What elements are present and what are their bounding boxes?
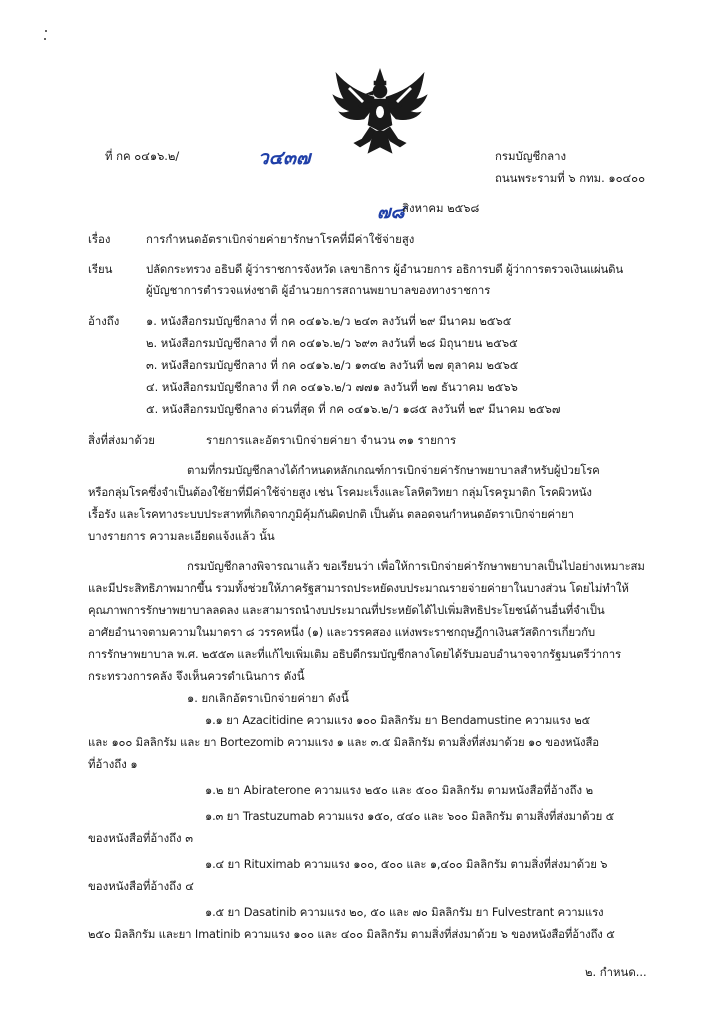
to-label: เรียน — [88, 262, 113, 276]
office-address: ถนนพระรามที่ ๖ กทม. ๑๐๔๐๐ — [495, 171, 646, 185]
item-1-4-line: ของหนังสือที่อ้างถึง ๔ — [88, 879, 194, 893]
garuda-emblem-icon — [330, 67, 430, 159]
enclosure-label: สิ่งที่ส่งมาด้วย — [88, 433, 155, 447]
office-name: กรมบัญชีกลาง — [495, 149, 567, 163]
item-1-3-line: ของหนังสือที่อ้างถึง ๓ — [88, 831, 194, 845]
scan-speck — [44, 38, 46, 40]
page-continuation: ๒. กำหนด... — [585, 965, 647, 979]
paragraph-1-line: ตามที่กรมบัญชีกลางได้กำหนดหลักเกณฑ์การเบิกจ่ายค่ารักษาพยาบาลสำหรับผู้ป่วยโรค — [187, 463, 600, 477]
paragraph-1-line: บางรายการ ความละเอียดแจ้งแล้ว นั้น — [88, 529, 275, 543]
document-ref-prefix: ที่ กค ๐๔๑๖.๒/ — [105, 149, 180, 163]
item-1-1-line: ๑.๑ ยา Azacitidine ความแรง ๑๐๐ มิลลิกรัม ยา Bendamustine ความแรง ๒๕ — [205, 713, 591, 727]
item-1-title: ๑. ยกเลิกอัตราเบิกจ่ายค่ายา ดังนี้ — [187, 691, 349, 705]
paragraph-2-line: อาศัยอำนาจตามความในมาตรา ๘ วรรคหนึ่ง (๑) และวรรคสอง แห่งพระราชกฤษฎีกาเงินสวัสดิการเกี่ยวกับ — [88, 625, 595, 639]
paragraph-2-line: กระทรวงการคลัง จึงเห็นควรดำเนินการ ดังนี้ — [88, 669, 305, 683]
to-line-2: ผู้บัญชาการตำรวจแห่งชาติ ผู้อำนวยการสถานพยาบาลของทางราชการ — [146, 283, 491, 297]
paragraph-1-line: เรื้อรัง และโรคทางระบบประสาทที่เกิดจากภูมิคุ้มกันผิดปกติ เป็นต้น ตลอดจนกำหนดอัตราเบิกจ่ายค่ายา — [88, 507, 574, 521]
item-1-3-line: ๑.๓ ยา Trastuzumab ความแรง ๑๕๐, ๔๔๐ และ ๖๐๐ มิลลิกรัม ตามสิ่งที่ส่งมาด้วย ๕ — [205, 809, 615, 823]
paragraph-2-line: คุณภาพการรักษาพยาบาลลดลง และสามารถนำงบประมาณที่ประหยัดได้ไปเพิ่มสิทธิประโยชน์ด้านอื่นที่จำเป็น — [88, 603, 605, 617]
reference-item: ๒. หนังสือกรมบัญชีกลาง ที่ กค ๐๔๑๖.๒/ว ๖๙๓ ลงวันที่ ๒๘ มิถุนายน ๒๕๖๕ — [146, 336, 518, 350]
paragraph-1-line: หรือกลุ่มโรคซึ่งจำเป็นต้องใช้ยาที่มีค่าใช้จ่ายสูง เช่น โรคมะเร็งและโลหิตวิทยา กลุ่มโรครูมาติก โรคผิวหนัง — [88, 485, 592, 499]
item-1-1-line: และ ๑๐๐ มิลลิกรัม และ ยา Bortezomib ความแรง ๑ และ ๓.๕ มิลลิกรัม ตามสิ่งที่ส่งมาด้วย ๑๐ ของหนังสือ — [88, 735, 599, 749]
date-month-year: สิงหาคม ๒๕๖๘ — [402, 201, 480, 215]
scan-speck — [45, 30, 47, 32]
item-1-5-line: ๒๕๐ มิลลิกรัม และยา Imatinib ความแรง ๑๐๐ และ ๔๐๐ มิลลิกรัม ตามสิ่งที่ส่งมาด้วย ๖ ของหนังสือที่อ้างถึง ๕ — [88, 927, 615, 941]
references-label: อ้างถึง — [88, 314, 120, 328]
item-1-5-line: ๑.๕ ยา Dasatinib ความแรง ๒๐, ๕๐ และ ๗๐ มิลลิกรัม ยา Fulvestrant ความแรง — [205, 905, 604, 919]
item-1-2-line: ๑.๒ ยา Abiraterone ความแรง ๒๕๐ และ ๕๐๐ มิลลิกรัม ตามหนังสือที่อ้างถึง ๒ — [205, 783, 594, 797]
reference-item: ๕. หนังสือกรมบัญชีกลาง ด่วนที่สุด ที่ กค ๐๔๑๖.๒/ว ๑๘๕ ลงวันที่ ๒๙ มีนาคม ๒๕๖๗ — [146, 402, 561, 416]
subject-label: เรื่อง — [88, 232, 111, 246]
handwritten-ref-number: ว๔๓๗ — [258, 147, 311, 169]
subject-text: การกำหนดอัตราเบิกจ่ายค่ายารักษาโรคที่มีค่าใช้จ่ายสูง — [146, 232, 415, 246]
paragraph-2-line: การรักษาพยาบาล พ.ศ. ๒๕๕๓ และที่แก้ไขเพิ่มเติม อธิบดีกรมบัญชีกลางโดยได้รับมอบอำนาจจากรัฐมนตรีว่าการ — [88, 647, 621, 661]
item-1-4-line: ๑.๔ ยา Rituximab ความแรง ๑๐๐, ๕๐๐ และ ๑,๔๐๐ มิลลิกรัม ตามสิ่งที่ส่งมาด้วย ๖ — [205, 857, 608, 871]
reference-item: ๑. หนังสือกรมบัญชีกลาง ที่ กค ๐๔๑๖.๒/ว ๒๔๓ ลงวันที่ ๒๙ มีนาคม ๒๕๖๕ — [146, 314, 512, 328]
paragraph-2-line: กรมบัญชีกลางพิจารณาแล้ว ขอเรียนว่า เพื่อให้การเบิกจ่ายค่ารักษาพยาบาลเป็นไปอย่างเหมาะสม — [187, 559, 645, 573]
to-line-1: ปลัดกระทรวง อธิบดี ผู้ว่าราชการจังหวัด เลขาธิการ ผู้อำนวยการ อธิการบดี ผู้ว่าการตรวจเงินแผ่นดิน — [146, 262, 624, 276]
paragraph-2-line: และมีประสิทธิภาพมากขึ้น รวมทั้งช่วยให้ภาครัฐสามารถประหยัดงบประมาณรายจ่ายค่ายาในบางส่วน โดยไม่ทำให้ — [88, 581, 629, 595]
reference-item: ๔. หนังสือกรมบัญชีกลาง ที่ กค ๐๔๑๖.๒/ว ๗๗๑ ลงวันที่ ๒๗ ธันวาคม ๒๕๖๖ — [146, 380, 518, 394]
item-1-1-line: ที่อ้างถึง ๑ — [88, 757, 138, 771]
reference-item: ๓. หนังสือกรมบัญชีกลาง ที่ กค ๐๔๑๖.๒/ว ๑๓๔๒ ลงวันที่ ๒๗ ตุลาคม ๒๕๖๕ — [146, 358, 519, 372]
handwritten-date-day: ๗๘ — [377, 202, 405, 223]
enclosure-text: รายการและอัตราเบิกจ่ายค่ายา จำนวน ๓๑ รายการ — [206, 433, 457, 447]
